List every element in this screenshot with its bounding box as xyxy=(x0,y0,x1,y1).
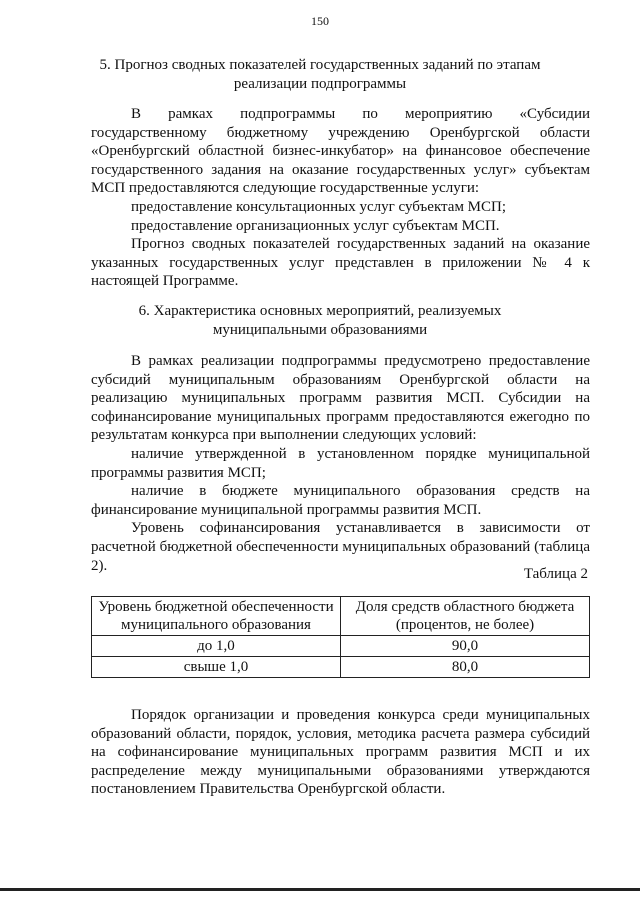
table-cell-share: 90,0 xyxy=(341,636,590,657)
section-5-title xyxy=(0,56,640,94)
paragraph: наличие в бюджете муниципального образования средств на финансирование муниципальной программы развития МСП. xyxy=(91,483,590,518)
page-number: 150 xyxy=(311,14,329,28)
table-cell-level: свыше 1,0 xyxy=(92,657,341,678)
table-cell-share: 80,0 xyxy=(341,657,590,678)
bottom-rule xyxy=(0,888,640,891)
table-2-label: Таблица 2 xyxy=(523,566,588,582)
table-header-budget-level: Уровень бюджетной обеспеченности муниципального образования xyxy=(92,597,341,636)
table-header-regional-share: Доля средств областного бюджета (процентов, не более) xyxy=(341,597,590,636)
closing-section xyxy=(91,706,590,799)
table-cell-level: до 1,0 xyxy=(92,636,341,657)
table-row xyxy=(92,636,590,657)
closing-paragraph: Порядок организации и проведения конкурса среди муниципальных образований области, порядок, условия, методика расчета размера субсидий на софинансирование муниципальных программ развития МСП и их распределение между муниципальными образованиями утверждаются постановлением Правительства Оренбургской области. xyxy=(91,707,590,798)
section-5-title-line1: 5. Прогноз сводных показателей государственных заданий по этапам xyxy=(99,57,541,73)
section-6-title xyxy=(0,302,640,340)
paragraph: предоставление организационных услуг субъектам МСП. xyxy=(131,217,500,234)
table-row xyxy=(92,657,590,678)
section-6-title-line2: муниципальными образованиями xyxy=(212,322,428,338)
paragraph: предоставление консультационных услуг субъектам МСП; xyxy=(131,198,507,215)
paragraph: Прогноз сводных показателей государственных заданий на оказание указанных государственных услуг представлен в приложении № 4 к настоящей Программе. xyxy=(91,236,590,290)
table-2 xyxy=(91,596,590,678)
section-6-title-line1: 6. Характеристика основных мероприятий, реализуемых xyxy=(138,303,502,319)
paragraph: Уровень софинансирования устанавливается в зависимости от расчетной бюджетной обеспеченности муниципальных образований (таблица 2). xyxy=(91,520,590,574)
paragraph: В рамках реализации подпрограммы предусмотрено предоставление субсидий муниципальным образованиям Оренбургской области на реализацию муниципальных программ развития МСП. Субсидии на софинансирование муниципальных программ предоставляются ежегодно по результатам конкурса при выполнении следующих условий: xyxy=(91,353,590,444)
section-5-body xyxy=(91,105,590,291)
table-header-row xyxy=(92,597,590,636)
paragraph: В рамках подпрограммы по мероприятию «Субсидии государственному бюджетному учреждению Оренбургской области «Оренбургский областной бизнес-инкубатор» на финансовое обеспечение государственного задания на оказание государственных услуг» субъектам МСП предоставляются следующие государственные услуги: xyxy=(91,106,590,197)
section-5-title-line2: реализации подпрограммы xyxy=(233,76,407,92)
paragraph: наличие утвержденной в установленном порядке муниципальной программы развития МСП; xyxy=(91,445,590,481)
section-6-body xyxy=(91,352,590,575)
